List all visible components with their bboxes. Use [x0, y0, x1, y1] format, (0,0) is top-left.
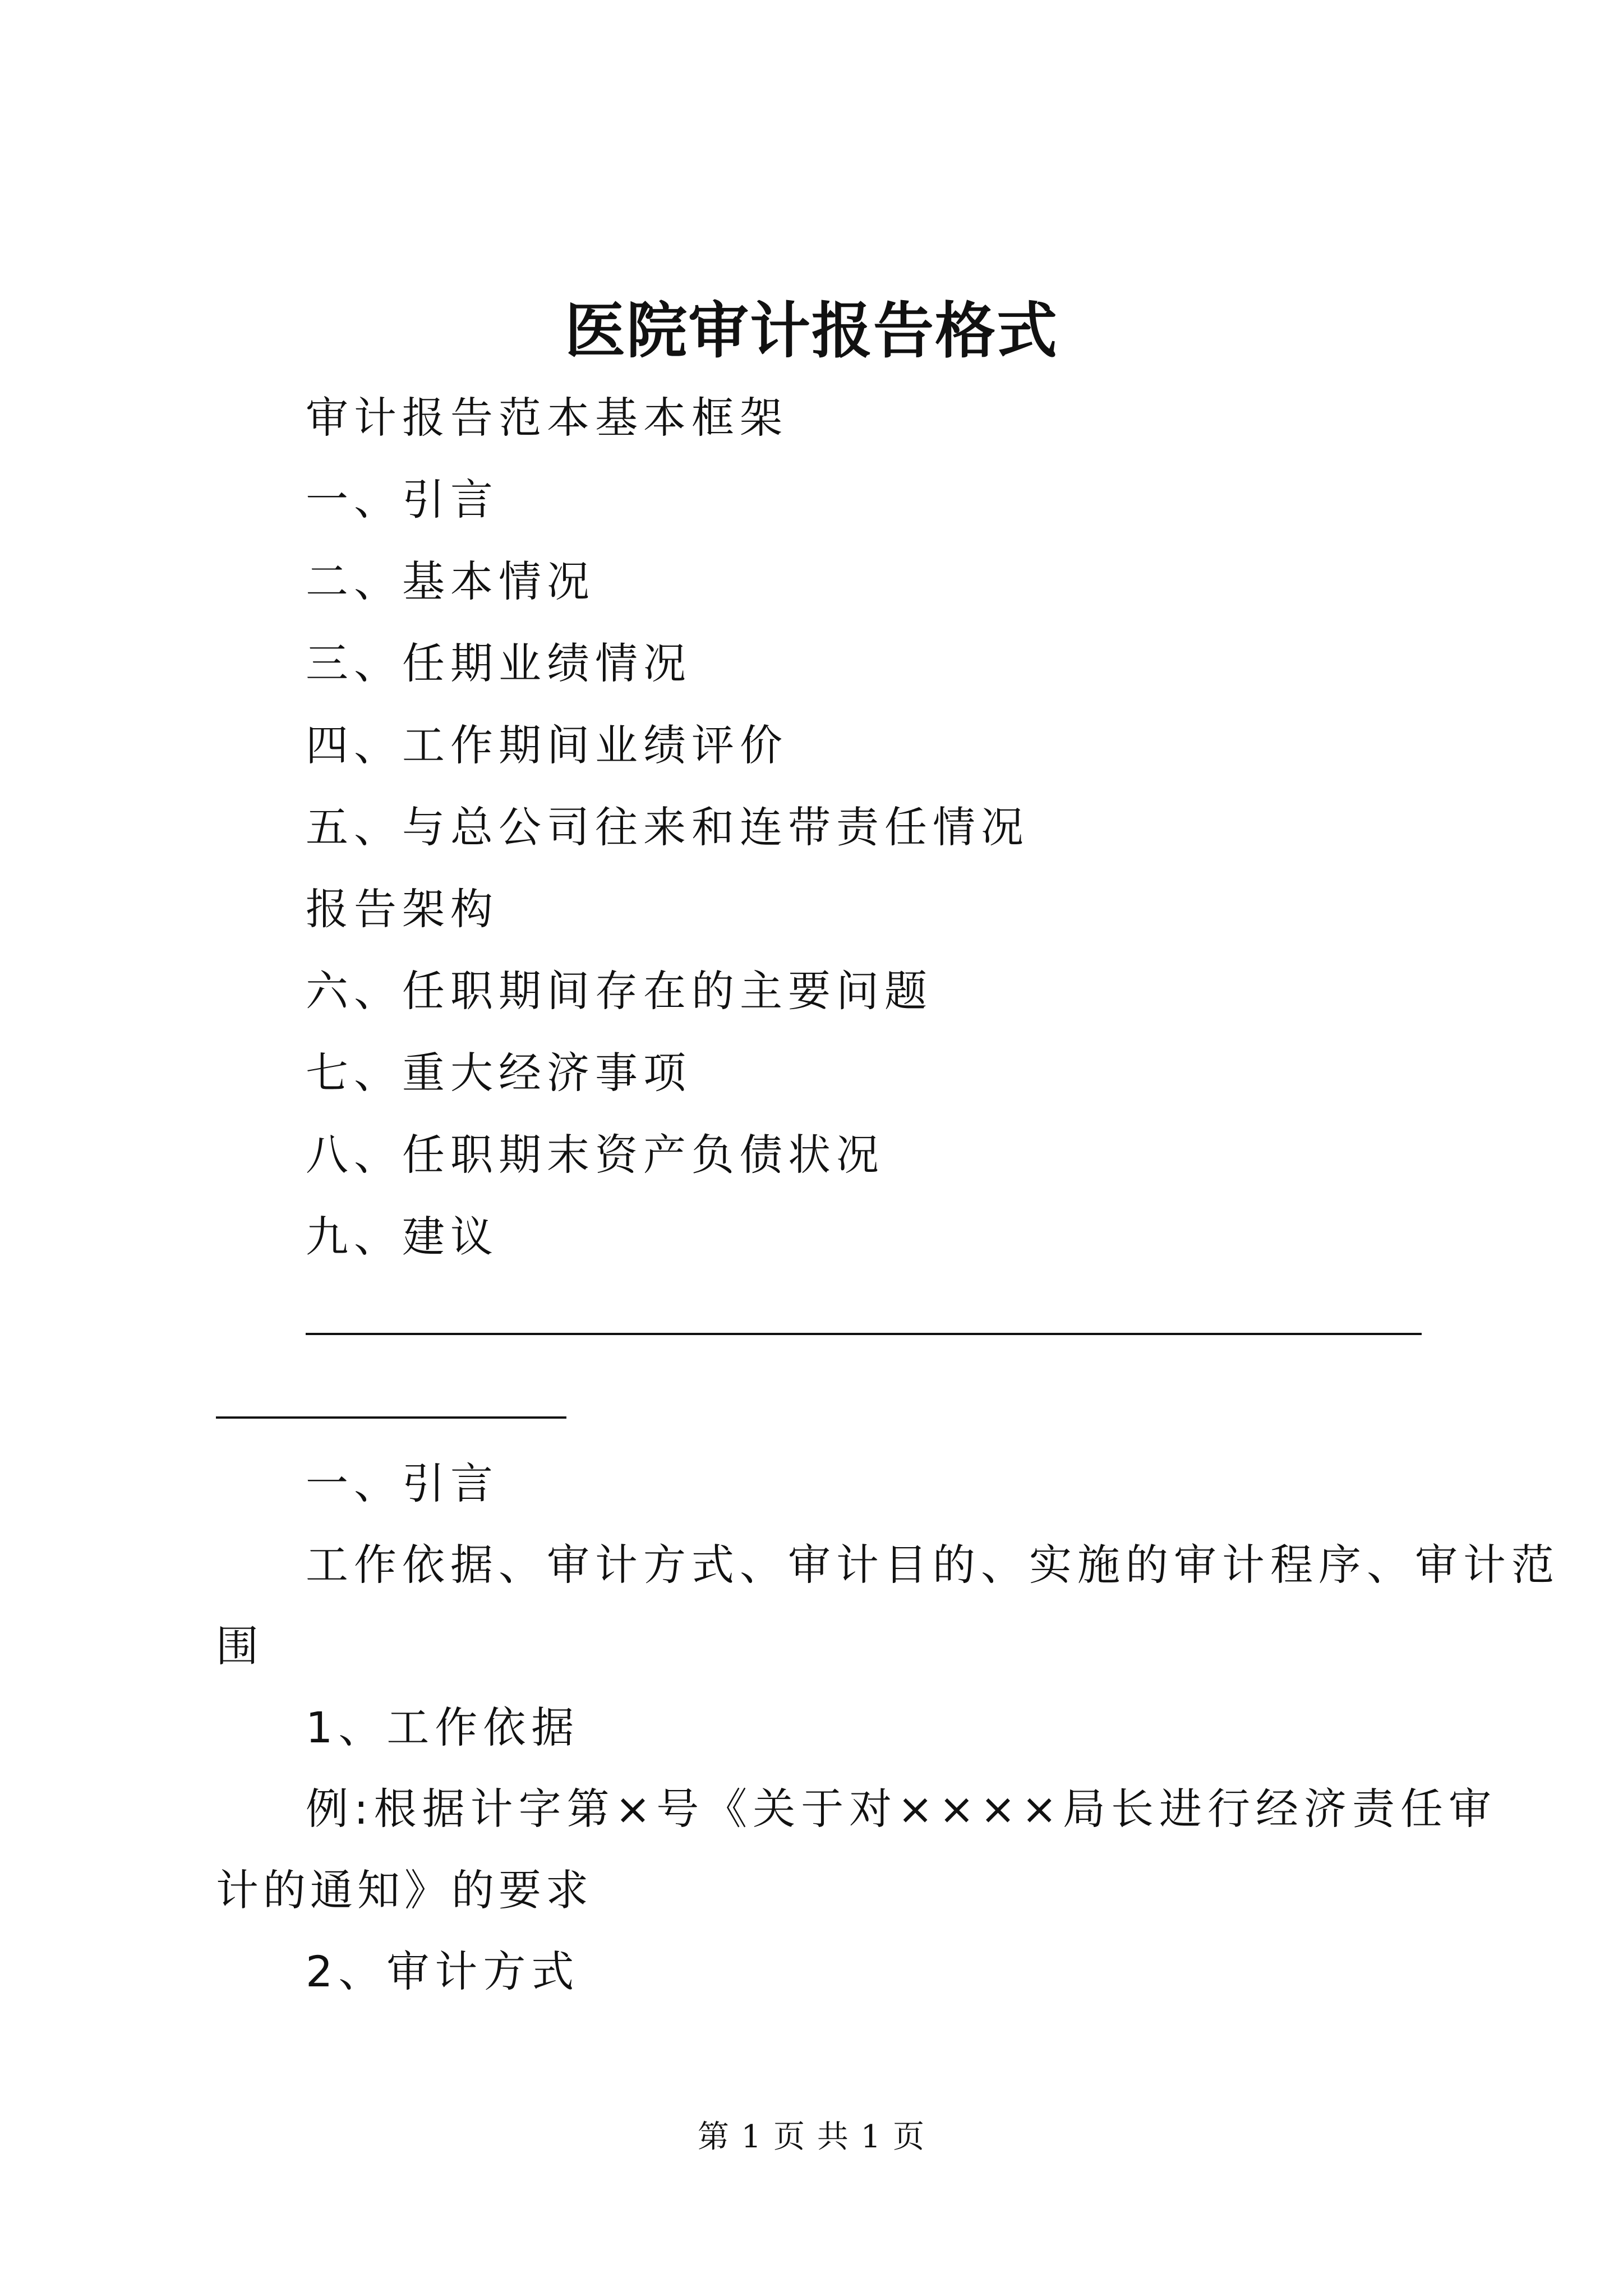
outline-heading: 审计报告范本基本框架	[306, 393, 788, 443]
section-heading: 一、引言	[306, 1458, 499, 1508]
outline-item: 二、基本情况	[306, 556, 595, 606]
outline-item: 七、重大经济事项	[306, 1048, 691, 1098]
item-heading: 1、工作依据	[306, 1703, 580, 1752]
outline-item: 五、与总公司往来和连带责任情况	[306, 802, 1029, 852]
outline-item: 四、工作期间业绩评价	[306, 720, 788, 770]
outline-item: 九、建议	[306, 1212, 499, 1262]
outline-item: 六、任职期间存在的主要问题	[306, 966, 933, 1016]
outline-item: 一、引言	[306, 475, 499, 524]
separator-rule	[306, 1333, 1422, 1335]
outline-item: 三、任期业绩情况	[306, 638, 691, 688]
example-paragraph-line: 例:根据计字第×号《关于对××××局长进行经济责任审	[306, 1784, 1497, 1834]
intro-paragraph-line: 工作依据、审计方式、审计目的、实施的审计程序、审计范	[306, 1540, 1560, 1590]
item-heading: 2、审计方式	[306, 1947, 580, 1996]
example-paragraph-continuation: 计的通知》的要求	[216, 1865, 593, 1915]
intro-paragraph-continuation: 围	[216, 1621, 263, 1671]
separator-rule-continuation	[216, 1416, 566, 1419]
outline-item: 报告架构	[306, 884, 499, 934]
document-title: 医院审计报告格式	[564, 296, 1058, 366]
outline-item: 八、任职期末资产负债状况	[306, 1130, 884, 1180]
page-number-footer: 第 1 页 共 1 页	[697, 2119, 926, 2155]
